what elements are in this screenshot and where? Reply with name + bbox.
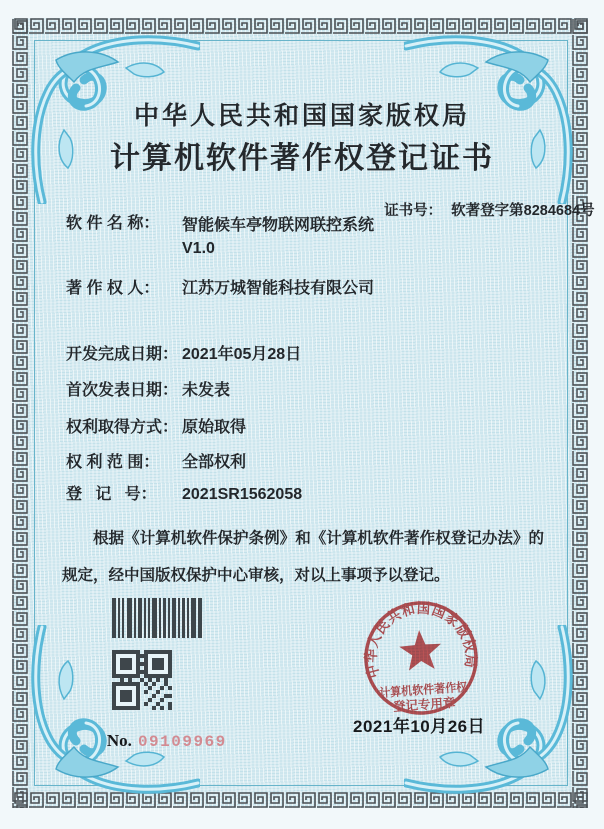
- field-value: 原始取得: [182, 419, 247, 436]
- field-value: 2021SR1562058: [182, 486, 303, 503]
- serial-prefix: No.: [106, 731, 132, 750]
- seal-text-line2: 登记专用章: [392, 695, 456, 715]
- seal-star-icon: [398, 629, 442, 672]
- field-row-first-publication: [66, 381, 230, 402]
- field-row-rights-scope: [66, 453, 246, 474]
- certificate-title: 计算机软件著作权登记证书: [110, 142, 494, 175]
- field-label: 首次发表日期：: [66, 382, 179, 399]
- serial-number-line: [88, 711, 227, 771]
- certificate-number-value: 软著登字第8284684号: [451, 203, 595, 219]
- authority-title: 中华人民共和国国家版权局: [133, 103, 470, 130]
- issue-date: 2021年10月26日: [353, 717, 486, 736]
- field-value: 未发表: [182, 382, 231, 399]
- registration-statement: 根据《计算机软件保护条例》和《计算机软件著作权登记办法》的规定，经中国版权保护中心审核，对以上事项予以登记。: [62, 530, 544, 584]
- barcode-icon: [112, 598, 202, 640]
- field-label: 软 件 名 称：: [66, 215, 160, 232]
- qr-code-icon: [112, 650, 172, 710]
- field-row-registration-number: [66, 485, 302, 506]
- field-row-software-name: [66, 214, 374, 260]
- field-value: 全部权利: [182, 454, 247, 471]
- official-seal: [351, 588, 491, 728]
- certificate-number-line: [368, 183, 595, 236]
- field-value: 智能候车亭物联网联控系统: [182, 217, 375, 234]
- certificate-number-label: 证书号：: [384, 203, 443, 219]
- field-value: 2021年05月28日: [182, 346, 302, 363]
- serial-number: 09109969: [137, 733, 227, 751]
- greek-key-border-top: [12, 18, 588, 34]
- field-row-completion-date: [66, 345, 301, 366]
- field-row-copyright-owner: [66, 279, 374, 300]
- field-label: 著 作 权 人：: [66, 280, 160, 297]
- field-row-acquisition-method: [66, 418, 246, 439]
- field-label: 登 记 号：: [66, 486, 157, 503]
- field-value: 江苏万城智能科技有限公司: [182, 280, 375, 297]
- field-value-version: V1.0: [182, 240, 215, 257]
- field-label: 权利取得方式：: [66, 419, 179, 436]
- field-label: 权 利 范 围：: [66, 454, 160, 471]
- field-label: 开发完成日期：: [66, 346, 179, 363]
- seal-ring-text: 中华人民共和国国家版权局: [363, 600, 479, 680]
- seal-text-line1: 计算机软件著作权: [378, 679, 476, 700]
